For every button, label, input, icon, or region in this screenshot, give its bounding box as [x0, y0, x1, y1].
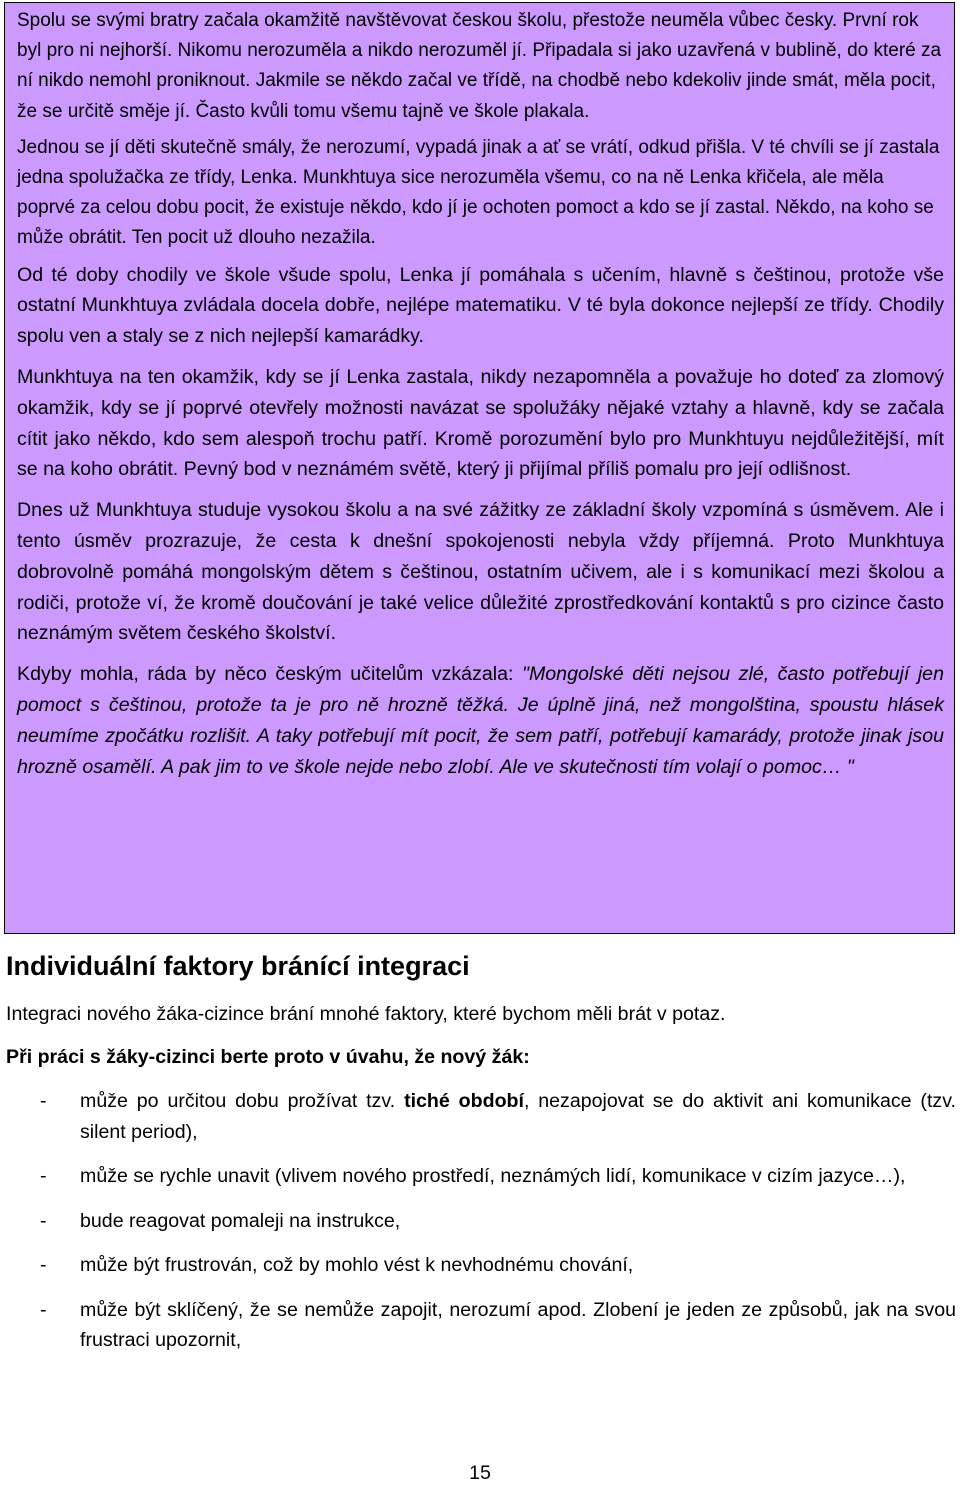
list-item [6, 1086, 956, 1147]
section-intro: Integraci nového žáka-cizince brání mnohé faktory, které bychom měli brát v potaz. [6, 1003, 726, 1025]
list-item-text: bude reagovat pomaleji na instrukce, [80, 1209, 401, 1232]
story-paragraph: Jednou se jí děti skutečně smály, že nerozumí, vypadá jinak a ať se vrátí, odkud přišla. V té chvíli se jí zastala jedna spolužačka ze třídy, Lenka. Munkhtuya sice nerozuměla všemu, co na ně Lenka křičela, ale měla poprvé za celou dobu pocit, že existuje někdo, kdo jí je ochoten pomoct a kdo se jí zastal. Někdo, na koho se může obrátit. Ten pocit už dlouho nezažila. [17, 136, 940, 249]
section-lead: Při práci s žáky-cizinci berte proto v úvahu, že nový žák: [6, 1046, 530, 1068]
list-item-text: , nezapojovat se do aktivit ani komunikace (tzv. silent period), [80, 1090, 956, 1143]
story-paragraph: Spolu se svými bratry začala okamžitě navštěvovat českou školu, přestože neuměla vůbec česky. První rok byl pro ni nejhorší. Nikomu nerozuměla a nikdo nerozuměl jí. Připadala si jako uzavřená v bublině, do které za ní nikdo nemohl proniknout. Jakmile se někdo začal ve třídě, na chodbě nebo kdekoliv jinde smát, měla pocit, že se určitě směje jí. Často kvůli tomu všemu tajně ve škole plakala. [17, 10, 942, 122]
list-item-text: může se rychle unavit (vlivem nového prostředí, neznámých lidí, komunikace v cizím jazyce…), [80, 1165, 906, 1187]
bullet-dash: - [40, 1254, 47, 1276]
bullet-dash: - [40, 1298, 47, 1321]
list-item-emphasis: tiché období [404, 1090, 524, 1112]
quote-lead: Kdyby mohla, ráda by něco českým učitelům vzkázala: [17, 663, 522, 686]
list-item [6, 1250, 956, 1281]
story-paragraph: Munkhtuya na ten okamžik, kdy se jí Lenka zastala, nikdy nezapomněla a považuje ho doteď za zlomový okamžik, kdy se jí poprvé otevřely možnosti navázat se spolužáky nějaké vztahy a hlavně, kdy se začala cítit jako někdo, kdo sem alespoň trochu patří. Kromě porozumění bylo pro Munkhtuyu nejdůležitější, mít se na koho obrátit. Pevný bod v neznámém světě, který ji přijímal příliš pomalu pro její odlišnost. [17, 366, 944, 481]
teacher-message-quote: "Mongolské děti nejsou zlé, často potřebují jen pomoct s češtinou, protože ta je pro ně hrozně těžká. Je úplně jiná, než mongolština, spoustu hlásek neumíme zpočátku rozlišit. A taky potřebují mít pocit, že sem patří, potřebují kamarády, protože jinak jsou hrozně osamělí. A pak jim to ve škole nejde nebo zlobí. Ale ve skutečnosti tím volají o pomoc… " [17, 663, 944, 778]
list-item-text: může být sklíčený, že se nemůže zapojit, nerozumí apod. Zlobení je jeden ze způsobů, jak na svou frustraci upozornit, [80, 1298, 956, 1351]
factor-list [6, 1086, 956, 1370]
bullet-dash: - [40, 1090, 47, 1112]
list-item [6, 1206, 956, 1237]
list-item [6, 1295, 956, 1356]
section-heading: Individuální faktory bránící integraci [6, 951, 470, 981]
bullet-dash: - [40, 1165, 47, 1187]
bullet-dash: - [40, 1209, 47, 1232]
story-paragraph-quote [17, 659, 944, 782]
list-item [6, 1161, 956, 1192]
page-number: 15 [469, 1462, 491, 1484]
list-item-text: může být frustrován, což by mohlo vést k nevhodnému chování, [80, 1254, 634, 1276]
story-paragraph: Od té doby chodily ve škole všude spolu, Lenka jí pomáhala s učením, hlavně s češtinou, protože vše ostatní Munkhtuya zvládala docela dobře, nejlépe matematiku. V té byla dokonce nejlepší ze třídy. Chodily spolu ven a staly se z nich nejlepší kamarádky. [17, 263, 944, 348]
list-item-text: může po určitou dobu prožívat tzv. [80, 1090, 405, 1112]
story-paragraph: Dnes už Munkhtuya studuje vysokou školu a na své zážitky ze základní školy vzpomíná s úsměvem. Ale i tento úsměv prozrazuje, že cesta k dnešní spokojenosti nebyla vždy příjemná. Proto Munkhtuya dobrovolně pomáhá mongolským dětem s češtinou, ostatním učivem, ale i s komunikací mezi školou a rodiči, protože ví, že kromě doučování je také velice důležité zprostředkování kontaktů s pro cizince často neznámým světem českého školství. [17, 499, 944, 645]
story-highlight-box [4, 2, 955, 934]
